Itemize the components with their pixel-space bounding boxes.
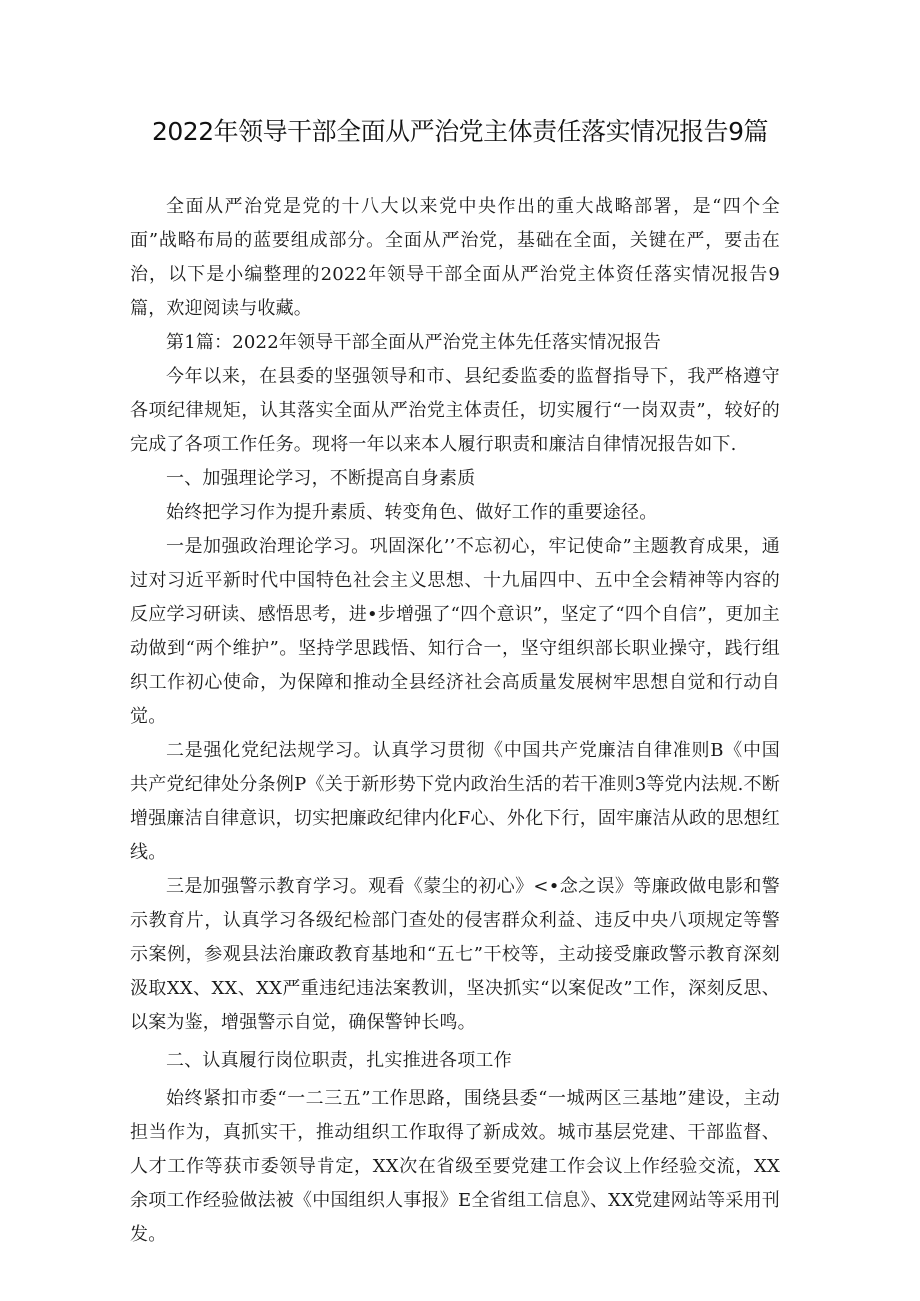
document-body (130, 190, 780, 1252)
body-paragraph: 始终把学习作为提升素质、转变角色、做好工作的重要途径。 (166, 502, 658, 523)
body-paragraph: 始终紧扣市委“一二三五”工作思路，围绕县委“一城两区三基地”建设，主动担当作为，真抓实干，推动组织工作取得了新成效。城市基层党建、干部监督、人才工作等获市委领导肯定，XX次在省级至要党建工作会议上作经验交流，XX余项工作经验做法被《中国组织人事报》E全省组工信息》、XX党建网站等采用刊发。 (130, 1088, 780, 1245)
body-paragraph: 三是加强警示教育学习。观看《蒙尘的初心》<•念之误》等廉政做电影和警示教育片，认真学习各级纪检部门查处的侵害群众利益、违反中央八项规定等警示案例，参观县法治廉政教育基地和“五七”干校等，主动接受廉政警示教育深刻汲取XX、XX、XX严重违纪违法案教训，坚决抓实“以案促改”工作，深刻反思、以案为鉴，增强警示自觉，确保警钟长鸣。 (130, 876, 780, 1033)
body-paragraph: 今年以来，在县委的坚强领导和市、县纪委监委的监督指导下，我严格遵守各项纪律规矩，认其落实全面从严治党主体责任，切实履行“一岗双责”，较好的完成了各项工作任务。现将一年以来本人履行职责和廉洁自律情况报告如下. (130, 366, 780, 455)
intro-paragraph: 全面从严治党是党的十八大以来党中央作出的重大战略部署，是“四个全面”战略布局的蓝要组成部分。全面从严治党，基础在全面，关键在严，要击在治，以下是小编整理的2022年领导干部全面从严治党主体资任落实情况报告9篇，欢迎阅读与收藏。 (130, 196, 780, 319)
section-heading-1: 一、加强理论学习，不断提高自身素质 (166, 468, 476, 489)
document-title: 2022年领导干部全面从严治党主体责任落实情况报告9篇 (151, 117, 769, 146)
section-heading-2: 二、认真履行岗位职责，扎实推进各项工作 (166, 1050, 512, 1071)
body-paragraph: 二是强化党纪法规学习。认真学习贯彻《中国共产党廉洁自律准则B《中国共产党纪律处分条例P《关于新形势下党内政治生活的若干准则3等党内法规.不断增强廉洁自律意识，切实把廉政纪律内化F心、外化下行，固牢廉洁从政的思想红线。 (130, 740, 780, 863)
body-paragraph: 一是加强政治理论学习。巩固深化’’不忘初心，牢记使命”主题教育成果，通过对习近平新时代中国特色社会主义思想、十九届四中、五中全会精神等内容的反应学习研读、感悟思考，进•步增强了“四个意识”，坚定了“四个自信”，更加主动做到“两个维护”。坚持学思践悟、知行合一，坚守组织部长职业操守，践行组织工作初心使命，为保障和推动全县经济社会高质量发展树牢思想自觉和行动自觉。 (130, 536, 780, 727)
article-heading: 第1篇：2022年领导干部全面从严治党主体先任落实情况报告 (166, 332, 662, 353)
